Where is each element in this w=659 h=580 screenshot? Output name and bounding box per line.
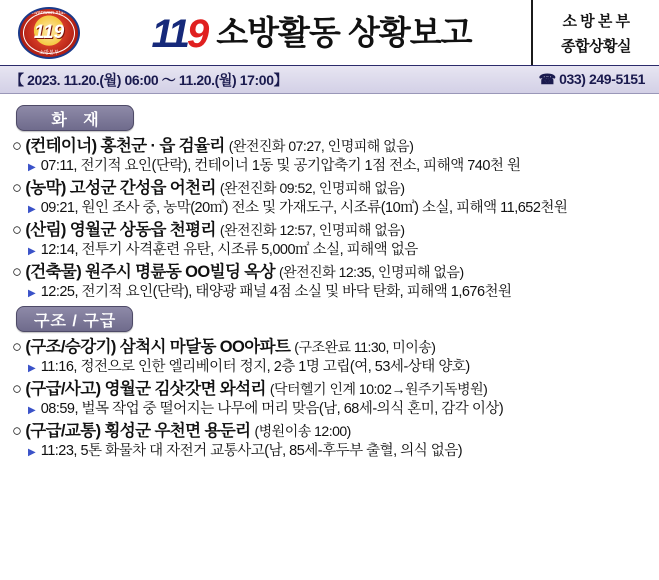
hq-line-2: 종합상황실 [561, 37, 631, 55]
incident-entry [10, 220, 649, 261]
incident-detail-row [10, 157, 649, 177]
incident-status: (병원이송 12:00) [254, 423, 351, 439]
logo-119-blue: 11 [151, 11, 188, 56]
incident-title: ○ (구조/승강기) 삼척시 마달동 OO아파트 [12, 338, 291, 356]
incident-detail-row [10, 400, 649, 420]
report-body [0, 94, 659, 462]
incident-entry [10, 136, 649, 177]
headquarters-box [531, 0, 659, 65]
incident-title-row [10, 178, 649, 199]
incident-detail-row [10, 241, 649, 261]
incident-detail: 12:25, 전기적 요인(단락), 태양광 패널 4점 소실 및 바닥 탄화, 피해액 1,676천원 [40, 284, 512, 301]
section-header-rescue: 구조 / 구급 [16, 306, 133, 332]
emblem-top-text: Gwanwon state [29, 9, 69, 16]
emblem-circle [18, 7, 80, 59]
incident-status: (완전진화 12:35, 인명피해 없음) [278, 264, 464, 280]
triangle-bullet-icon: ▶ [28, 246, 36, 258]
incident-title-row [10, 262, 649, 283]
logo-119-red: 9 [187, 11, 207, 56]
triangle-bullet-icon: ▶ [28, 204, 36, 216]
triangle-bullet-icon: ▶ [28, 447, 36, 459]
incident-entry [10, 262, 649, 303]
incident-title: ○ (구급/교통) 횡성군 우천면 용둔리 [12, 422, 251, 440]
logo-119-icon [151, 11, 207, 56]
report-period: 【 2023. 11.20.(월) 06:00 ～ 11.20.(월) 17:00】 [10, 71, 288, 88]
incident-title: ○ (컨테이너) 홍천군 · 읍 검율리 [12, 137, 225, 155]
incident-title: ○ (구급/사고) 영월군 김삿갓면 와석리 [12, 380, 266, 398]
triangle-bullet-icon: ▶ [28, 162, 36, 174]
incident-detail: 08:59, 벌목 작업 중 떨어지는 나무에 머리 맞음(남, 68세-의식 혼미, 감각 이상) [40, 401, 504, 418]
title-area [92, 0, 531, 65]
incident-title-row [10, 220, 649, 241]
triangle-bullet-icon: ▶ [28, 288, 36, 300]
triangle-bullet-icon: ▶ [28, 363, 36, 375]
emblem-bottom-text: 소방본부 [39, 49, 59, 56]
incident-title: ○ (농막) 고성군 간성읍 어천리 [12, 179, 216, 197]
incident-detail: 09:21, 원인 조사 중, 농막(20㎡) 전소 및 가재도구, 시조류(10㎡) 소실, 피해액 11,652천원 [40, 200, 568, 217]
incident-detail: 12:14, 전투기 사격훈련 유탄, 시조류 5,000㎡ 소실, 피해액 없음 [40, 242, 418, 259]
incident-entry [10, 379, 649, 420]
incident-entry [10, 421, 649, 462]
page-title: 소방활동 상황보고 [216, 14, 472, 51]
incident-entry [10, 337, 649, 378]
incident-detail-row [10, 442, 649, 462]
incident-detail-row [10, 199, 649, 219]
incident-status: (완전진화 12:57, 인명피해 없음) [219, 222, 405, 238]
incident-title: ○ (건축물) 원주시 명륜동 OO빌딩 옥상 [12, 263, 275, 281]
incident-entry [10, 178, 649, 219]
incident-detail-row [10, 358, 649, 378]
period-bar [0, 66, 659, 94]
incident-title: ○ (산림) 영월군 상동읍 천평리 [12, 221, 216, 239]
contact-phone: ☎ 033) 249-5151 [538, 71, 645, 87]
incident-status: (완전진화 07:27, 인명피해 없음) [228, 138, 414, 154]
triangle-bullet-icon: ▶ [28, 405, 36, 417]
document-header [0, 0, 659, 66]
incident-title-row [10, 136, 649, 157]
incident-status: (완전진화 09:52, 인명피해 없음) [219, 180, 405, 196]
incident-status: (닥터헬기 인계 10:02→원주기독병원) [269, 381, 488, 397]
incident-detail: 11:23, 5톤 화물차 대 자전거 교통사고(남, 85세-후두부 출혈, 의식 없음) [40, 443, 463, 460]
incident-detail: 11:16, 정전으로 인한 엘리베이터 정지, 2층 1명 고립(여, 53세-상태 양호) [40, 359, 470, 376]
incident-title-row [10, 379, 649, 400]
incident-status: (구조완료 11:30, 미이송) [294, 339, 436, 355]
incident-title-row [10, 421, 649, 442]
fire-department-emblem [0, 0, 92, 65]
emblem-number: 119 [33, 22, 65, 43]
incident-detail-row [10, 283, 649, 303]
incident-title-row [10, 337, 649, 358]
section-header-fire: 화 재 [16, 105, 134, 131]
hq-line-1: 소 방 본 부 [562, 12, 630, 30]
emblem-ring [23, 12, 75, 54]
incident-detail: 07:11, 전기적 요인(단락), 컨테이너 1동 및 공기압축기 1점 전소, 피해액 740천 원 [40, 158, 521, 175]
